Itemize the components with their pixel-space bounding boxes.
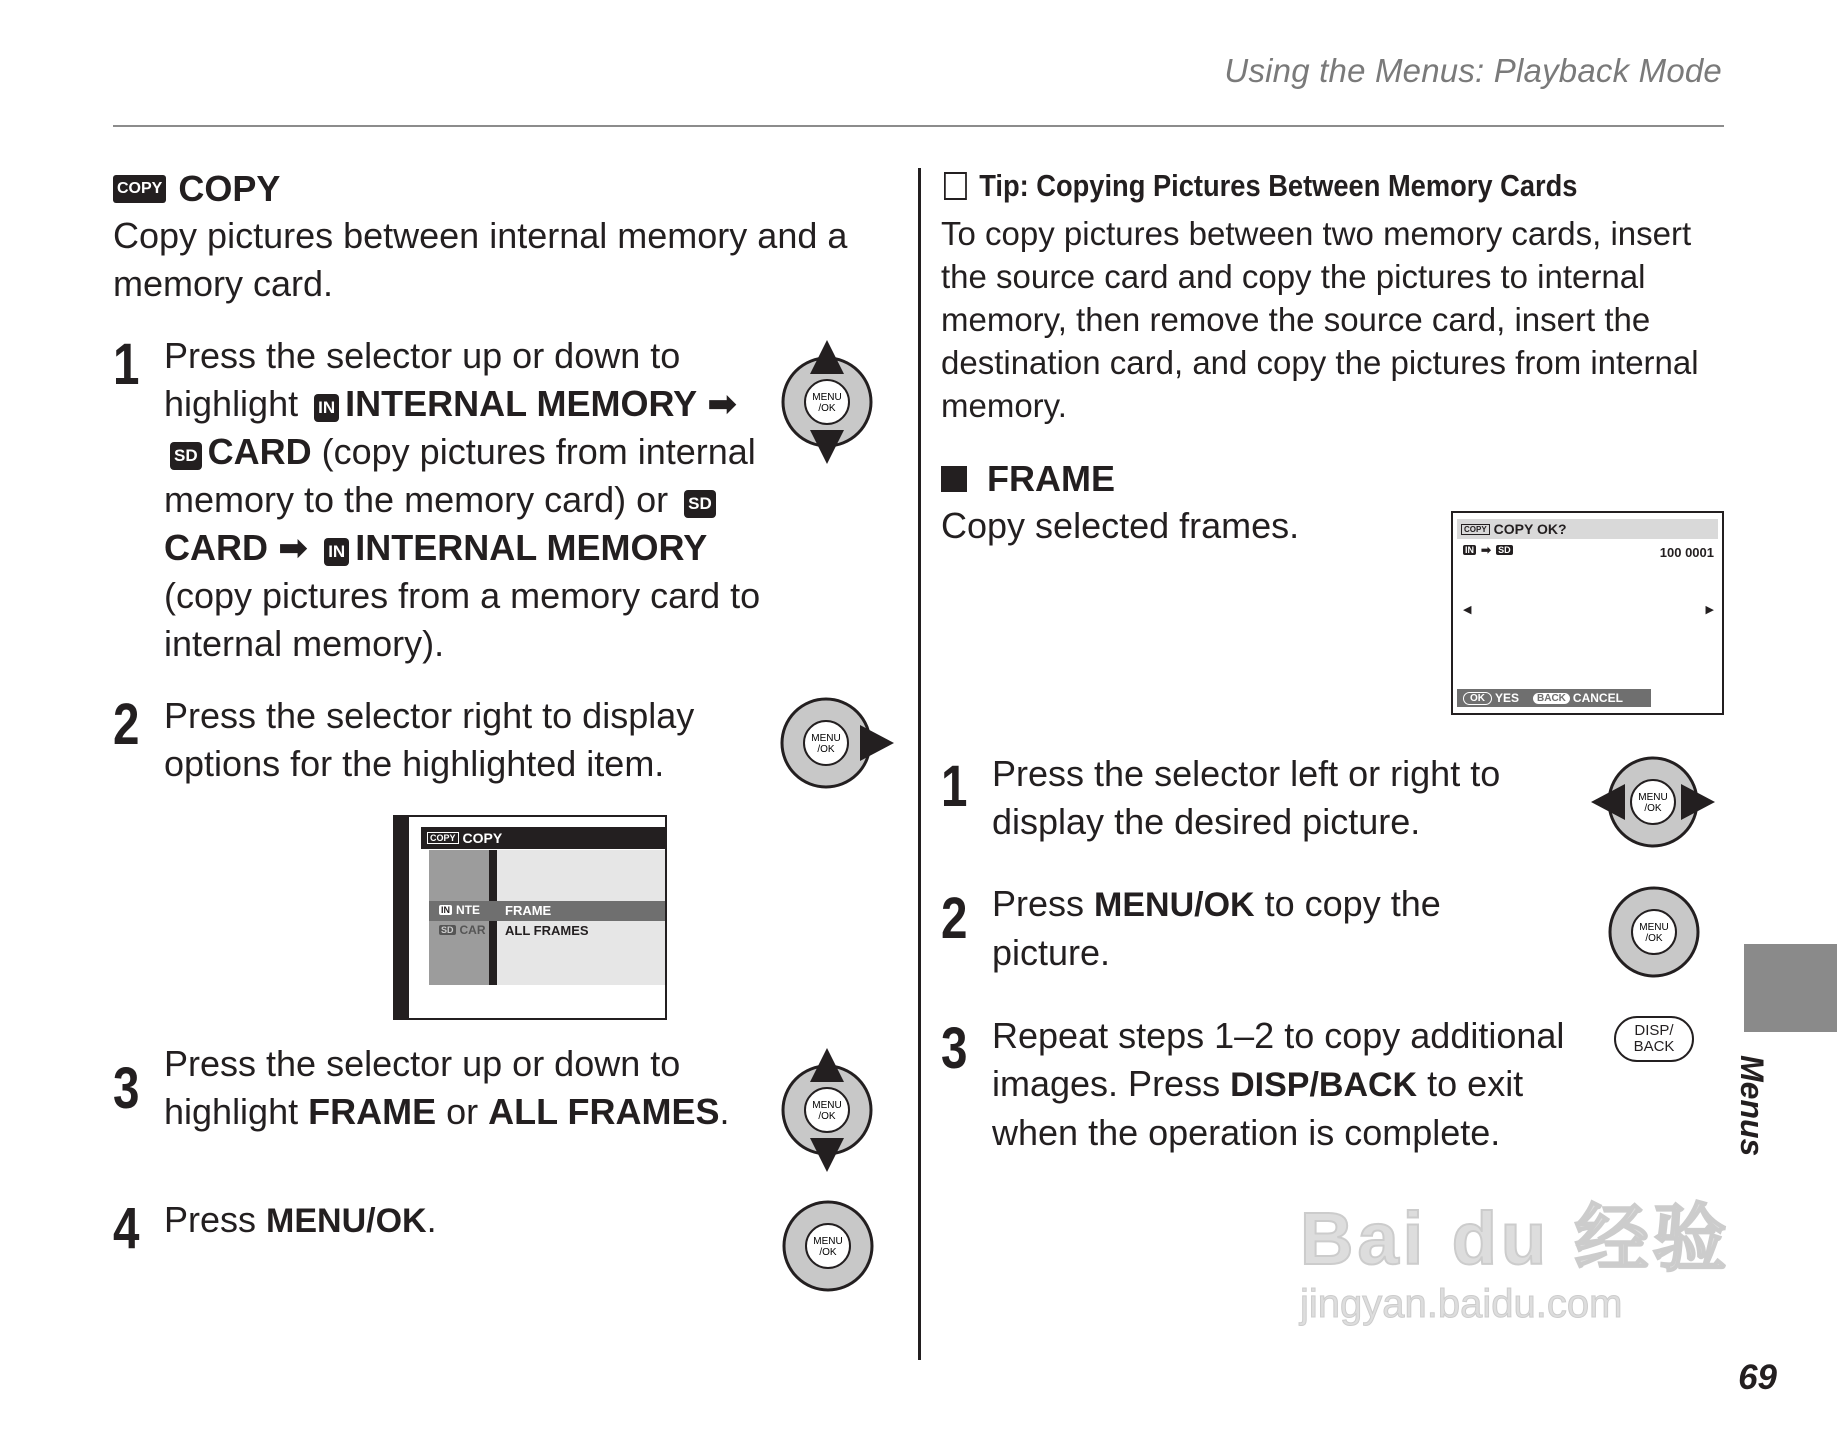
svg-text:/OK: /OK	[1645, 933, 1663, 944]
ok-button-icon[interactable]: OK	[1463, 692, 1492, 705]
internal-memory-icon: IN	[1465, 545, 1474, 555]
next-arrow-icon[interactable]: ▶	[1705, 604, 1714, 616]
selector-left-right-icon	[1589, 754, 1717, 850]
internal-memory-icon: IN	[441, 905, 450, 915]
tip-note-icon	[944, 172, 967, 200]
svg-text:MENU: MENU	[812, 392, 842, 403]
tip-heading: Tip: Copying Pictures Between Memory Cards	[944, 168, 1577, 204]
arrow-right-icon: ➡	[707, 383, 738, 424]
frame-intro: Copy selected frames.	[941, 505, 1300, 546]
column-divider	[918, 168, 921, 1360]
step-number: 1	[941, 754, 968, 819]
svg-text:/OK: /OK	[818, 403, 836, 414]
step-2-text: Press the selector right to display options for the highlighted item.	[164, 695, 695, 784]
disp-back-button-icon: DISP/ BACK	[1614, 1016, 1694, 1062]
internal-memory-icon: IN	[324, 538, 349, 566]
copy-menu-screen: COPY COPY IN NTE FRAME SD CAR ALL FRAMES	[393, 815, 667, 1020]
frame-number: 100 0001	[1659, 545, 1714, 560]
arrow-right-icon: ➡	[1481, 543, 1492, 557]
sd-card-icon: SD	[684, 490, 716, 518]
step-3-text: Press the selector up or down to highlight FRAME or ALL FRAMES.	[164, 1043, 730, 1132]
step-number: 4	[113, 1196, 140, 1261]
svg-text:MENU: MENU	[1639, 922, 1669, 933]
selector-right-icon	[778, 695, 896, 791]
sd-card-icon: SD	[1498, 545, 1511, 555]
section-title-frame: FRAME	[941, 458, 1115, 500]
svg-text:MENU: MENU	[812, 1100, 842, 1111]
step-4-text: Press MENU/OK.	[164, 1199, 437, 1240]
header-rule	[113, 125, 1724, 127]
right-step-1-text: Press the selector left or right to display the desired picture.	[992, 753, 1501, 842]
section-title-copy	[113, 168, 280, 210]
running-head: Using the Menus: Playback Mode	[1224, 52, 1722, 89]
side-tab	[1744, 944, 1837, 1032]
tip-text: To copy pictures between two memory cards, insert the source card and copy the pictures to internal memory, then remove the source card, insert the destination card, and copy the pictures from internal memory.	[941, 215, 1699, 424]
sd-card-icon: SD	[170, 442, 202, 470]
prev-arrow-icon[interactable]: ◀	[1463, 604, 1472, 616]
back-button-icon[interactable]: BACK	[1533, 693, 1570, 704]
svg-text:/OK: /OK	[1644, 803, 1662, 814]
page-number: 69	[1738, 1358, 1777, 1397]
copy-intro: Copy pictures between internal memory and a memory card.	[113, 215, 848, 304]
svg-text:MENU: MENU	[813, 1236, 843, 1247]
copy-icon: COPY	[113, 175, 166, 203]
svg-text:/OK: /OK	[818, 1111, 836, 1122]
svg-text:/OK: /OK	[817, 744, 835, 755]
svg-text:MENU: MENU	[1638, 792, 1668, 803]
step-1-text: Press the selector up or down to highlight IN INTERNAL MEMORY ➡ SD CARD (copy pictures from internal memory to the memory card) or SDCARD ➡ IN INTERNAL MEMORY (copy pictures from a memory card to internal memory).	[164, 335, 761, 664]
copy-icon: COPY	[1461, 524, 1490, 535]
sd-card-icon: SD	[441, 925, 454, 935]
selector-up-down-icon	[776, 1046, 878, 1174]
svg-text:/OK: /OK	[819, 1247, 837, 1258]
step-number: 3	[941, 1016, 968, 1081]
section-title-text: COPY	[178, 168, 281, 209]
arrow-right-icon: ➡	[278, 527, 309, 568]
baidu-watermark: Bai du 经验 jingyan.baidu.com	[1300, 1197, 1731, 1326]
step-number: 3	[113, 1056, 140, 1121]
screen-title-bar: COPY COPY OK?	[1457, 519, 1718, 539]
step-number: 1	[113, 332, 140, 397]
internal-memory-icon: IN	[314, 394, 339, 422]
step-number: 2	[941, 886, 968, 951]
step-number: 2	[113, 692, 140, 757]
copy-ok-screen	[1451, 511, 1724, 715]
copy-icon: COPY	[427, 832, 459, 844]
screen-title-bar: COPY COPY	[421, 827, 665, 849]
option-frame[interactable]: FRAME	[505, 903, 552, 918]
option-all-frames[interactable]: ALL FRAMES	[505, 923, 589, 938]
screen-button-bar: OK YES BACK CANCEL	[1457, 689, 1651, 707]
svg-text:MENU: MENU	[811, 733, 841, 744]
right-step-3-text: Repeat steps 1–2 to copy additional images. Press DISP/BACK to exit when the operation is complete.	[992, 1015, 1565, 1153]
square-bullet-icon	[941, 466, 967, 492]
selector-up-down-icon	[776, 338, 878, 466]
menu-ok-button-icon	[780, 1198, 876, 1294]
right-step-2-text: Press MENU/OK to copy the picture.	[992, 883, 1441, 973]
menu-ok-button-icon	[1606, 884, 1702, 980]
side-tab-label: Menus	[1734, 1055, 1770, 1157]
